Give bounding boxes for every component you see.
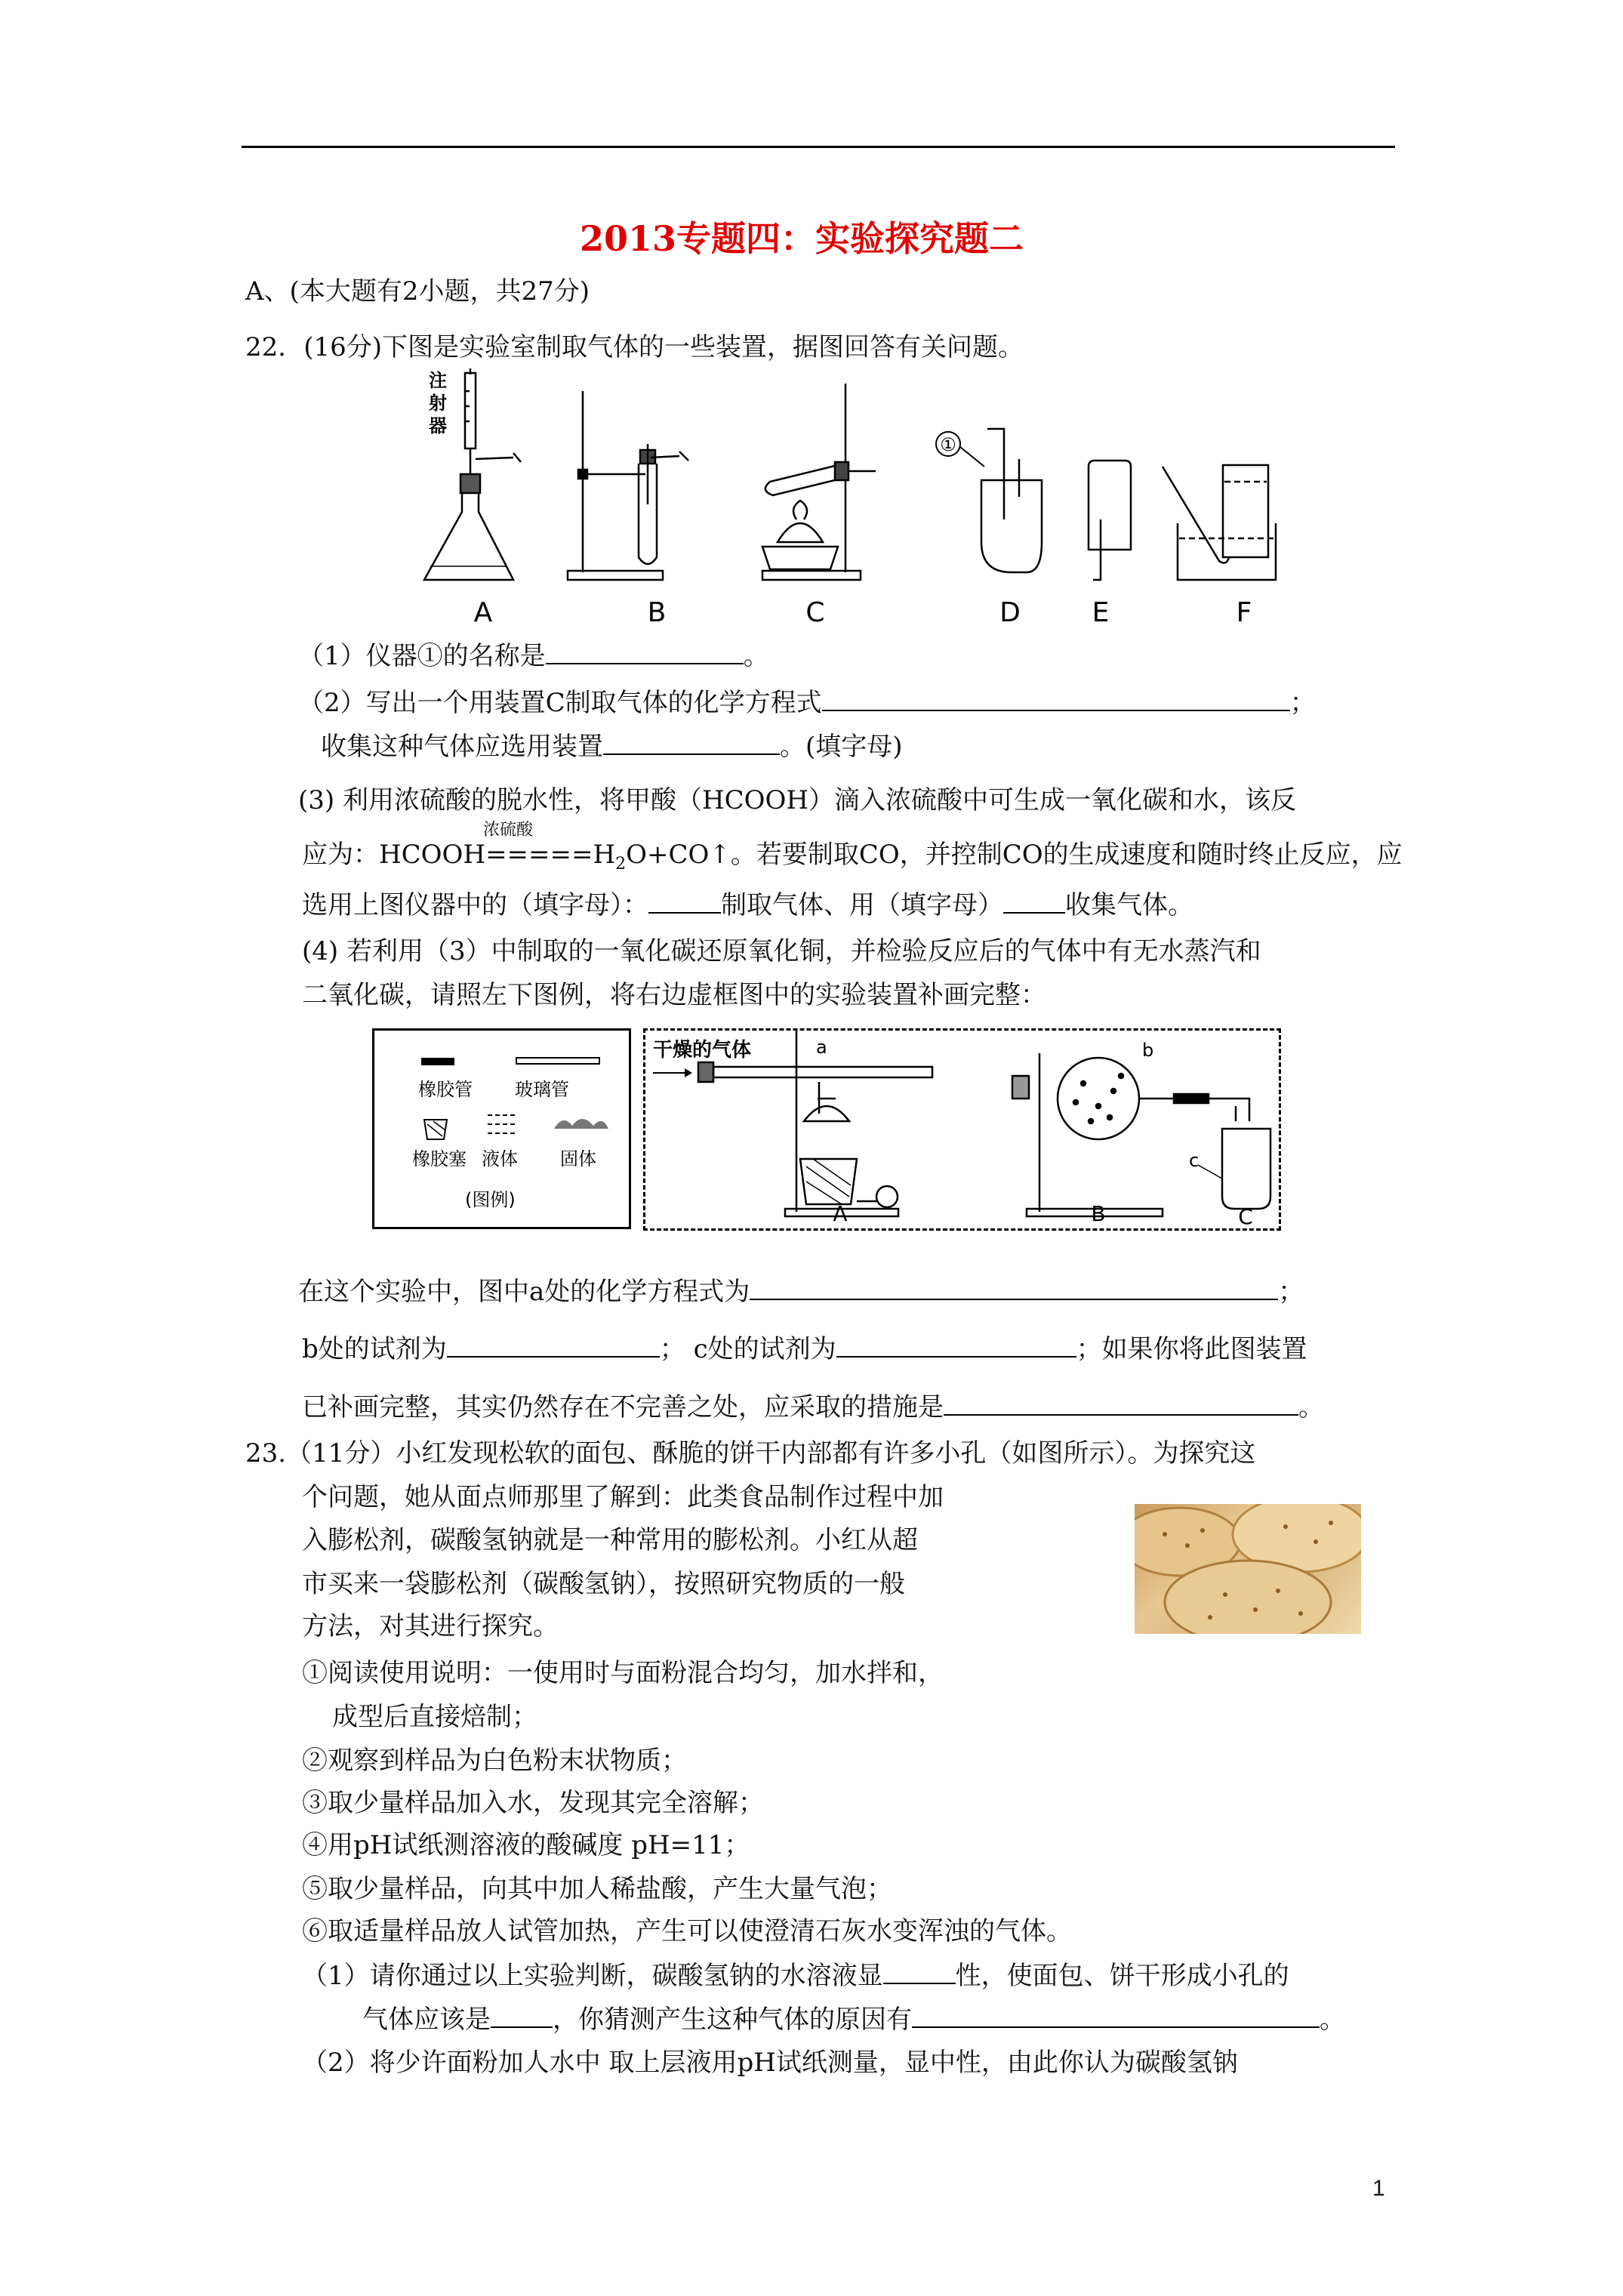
answer-blank[interactable]	[883, 1960, 956, 1984]
page-title: 2013专题四：实验探究题二	[580, 218, 1024, 259]
apparatus-d	[484, 368, 1042, 572]
apparatus-f	[1163, 465, 1276, 580]
q23-step1a: ①阅读使用说明：一使用时与面粉混合均匀，加水拌和，	[302, 1658, 944, 1688]
legend-box	[372, 1028, 631, 1229]
svg-text:F: F	[1236, 597, 1252, 628]
q23-step3: ③取少量样品加入水，发现其完全溶解；	[302, 1788, 764, 1818]
svg-text:A: A	[473, 597, 493, 628]
q23-question1a: （1）请你通过以上实验判断，碳酸氢钠的水溶液显 性，使面包、饼干形成小孔的	[302, 1961, 1289, 1991]
q22-part3c: 选用上图仪器中的（填字母）： 制取气体、用（填字母） 收集气体。	[302, 890, 1193, 920]
q22-q4-line2: b处的试剂为 ； c处的试剂为 ；如果你将此图装置	[302, 1334, 1307, 1364]
answer-blank[interactable]	[447, 1333, 660, 1358]
answer-blank[interactable]	[944, 1391, 1298, 1416]
apparatus-labels	[474, 597, 1252, 628]
setup-figure	[645, 1031, 1279, 1228]
q22-part4b: 二氧化碳，请照左下图例，将右边虚框图中的实验装置补画完整：	[302, 980, 1046, 1010]
q23-question2: （2）将少许面粉加人水中 取上层液用pH试纸测量，显中性，由此你认为碳酸氢钠	[302, 2048, 1238, 2078]
q22-part2a: （2）写出一个用装置C制取气体的化学方程式 ；	[298, 688, 1316, 718]
q22-part2b: 收集这种气体应选用装置 。(填字母)	[321, 732, 903, 762]
q23-line1: 23.（11分）小红发现松软的面包、酥脆的饼干内部都有许多小孔（如图所示）。为探究这	[245, 1438, 1256, 1469]
page-number: 1	[1372, 2176, 1385, 2201]
legend-figure	[374, 1031, 629, 1227]
svg-text:D: D	[999, 597, 1021, 628]
svg-text:射: 射	[429, 393, 447, 414]
q23-line2: 个问题，她从面点师那里了解到：此类食品制作过程中加	[302, 1482, 944, 1512]
answer-blank[interactable]	[1003, 889, 1065, 914]
q22-part1: （1）仪器①的名称是 。	[298, 641, 769, 671]
svg-text:b: b	[1142, 1040, 1154, 1061]
svg-text:C: C	[805, 597, 825, 628]
q23-step4: ④用pH试纸测溶液的酸碱度 pH=11；	[302, 1830, 750, 1860]
svg-text:c: c	[1189, 1150, 1200, 1171]
svg-text:C: C	[1238, 1204, 1253, 1228]
answer-blank[interactable]	[491, 2004, 553, 2028]
svg-text:注: 注	[429, 370, 447, 391]
answer-blank[interactable]	[912, 2004, 1320, 2028]
svg-text:玻璃管: 玻璃管	[515, 1079, 569, 1100]
svg-text:(图例): (图例)	[465, 1189, 516, 1210]
q23-line5: 方法，对其进行探究。	[302, 1611, 559, 1641]
answer-blank[interactable]	[836, 1333, 1076, 1358]
svg-text:A: A	[833, 1201, 848, 1226]
q23-step1b: 成型后直接焙制；	[332, 1702, 537, 1732]
q23-step5: ⑤取少量样品，向其中加人稀盐酸，产生大量气泡；	[302, 1874, 892, 1904]
answer-blank[interactable]	[546, 640, 744, 664]
q23-step2: ②观察到样品为白色粉末状物质；	[302, 1746, 687, 1776]
q23-step6: ⑥取适量样品放人试管加热，产生可以使澄清石灰水变浑浊的气体。	[302, 1916, 1072, 1946]
reagent-condition: 浓硫酸	[483, 821, 534, 840]
svg-text:B: B	[1091, 1201, 1106, 1226]
svg-text:①: ①	[940, 434, 956, 455]
answer-blank[interactable]	[750, 1276, 1278, 1300]
circle-one-label	[936, 432, 984, 467]
svg-text:固体: 固体	[560, 1148, 596, 1170]
header-rule	[242, 146, 1395, 148]
svg-text:干燥的气体: 干燥的气体	[653, 1039, 752, 1062]
q22-part3a: (3) 利用浓硫酸的脱水性，将甲酸（HCOOH）滴入浓硫酸中可生成一氧化碳和水，该反	[298, 785, 1297, 815]
q22-part3b: 应为：$HCOOH=====H_2O+CO↑$。若要制取CO，并控制CO的生成速度和随时终止反应，应	[302, 840, 1403, 874]
q23-line4: 市买来一袋膨松剂（碳酸氢钠），按照研究物质的一般	[302, 1569, 905, 1599]
section-a-heading: A、(本大题有2小题，共27分)	[245, 276, 590, 307]
answer-blank[interactable]	[822, 687, 1290, 711]
answer-blank[interactable]	[648, 889, 721, 914]
q23-line3: 入膨松剂，碳酸氢钠就是一种常用的膨松剂。小红从超	[302, 1525, 918, 1555]
apparatus-c	[762, 384, 876, 580]
svg-text:橡胶塞: 橡胶塞	[412, 1148, 467, 1170]
apparatus-figure	[408, 368, 1298, 636]
apparatus-e	[1089, 461, 1131, 580]
svg-text:B: B	[647, 597, 667, 628]
svg-text:器: 器	[429, 415, 447, 436]
setup-box	[643, 1028, 1281, 1231]
svg-text:E: E	[1092, 597, 1110, 628]
answer-blank[interactable]	[603, 731, 780, 755]
q22-stem: 22．(16分)下图是实验室制取气体的一些装置，据图回答有关问题。	[245, 332, 1024, 362]
apparatus-b	[568, 391, 688, 580]
svg-text:橡胶管: 橡胶管	[418, 1079, 473, 1100]
biscuit-photo	[1135, 1504, 1361, 1634]
syringe-label	[429, 370, 447, 436]
q22-q4-line1: 在这个实验中，图中a处的化学方程式为 ；	[298, 1277, 1304, 1307]
q22-part4a: (4) 若利用（3）中制取的一氧化碳还原氧化铜，并检验反应后的气体中有无水蒸汽和	[302, 936, 1261, 966]
q22-q4-line3: 已补画完整，其实仍然存在不完善之处，应采取的措施是 。	[302, 1392, 1324, 1422]
q23-question1b: 气体应该是 ，你猜测产生这种气体的原因有 。	[362, 2005, 1345, 2035]
svg-text:液体: 液体	[482, 1148, 518, 1170]
svg-text:a: a	[816, 1037, 827, 1058]
